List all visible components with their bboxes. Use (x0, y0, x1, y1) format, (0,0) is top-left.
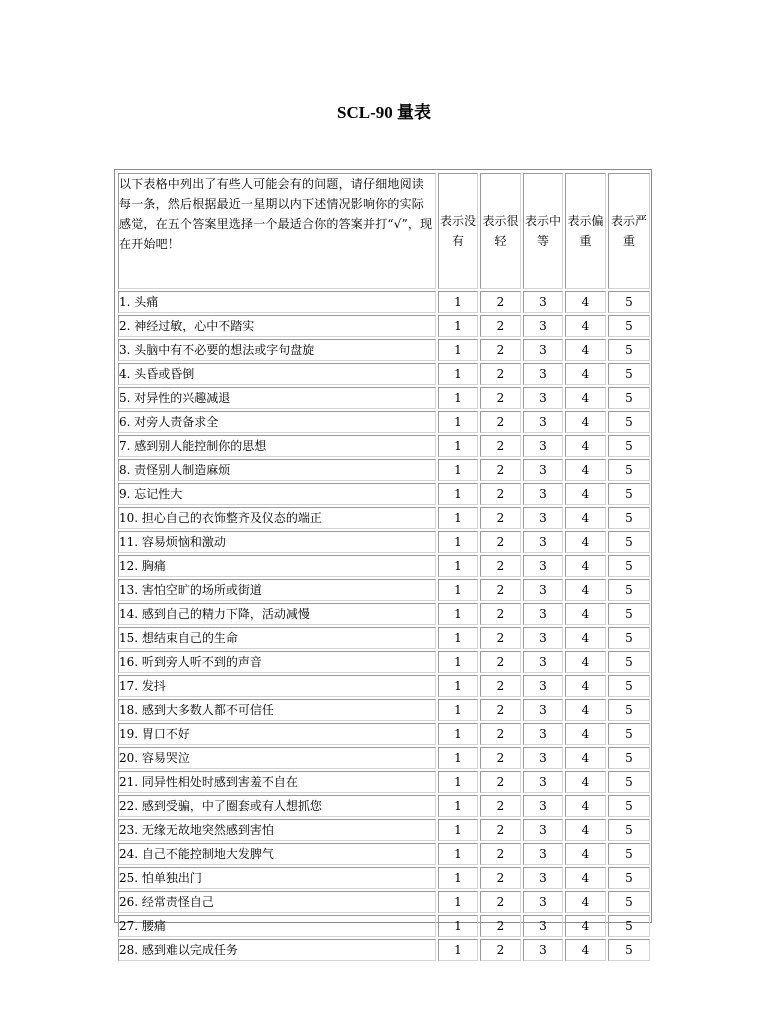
rating-option-1[interactable]: 1 (438, 747, 478, 769)
question-label: 18. 感到大多数人都不可信任 (118, 699, 436, 721)
rating-option-3[interactable]: 3 (523, 315, 563, 337)
question-row (118, 531, 650, 553)
question-row (118, 723, 650, 745)
rating-option-4[interactable]: 4 (565, 579, 606, 601)
rating-option-3[interactable]: 3 (523, 435, 563, 457)
rating-option-1[interactable]: 1 (438, 363, 478, 385)
question-row (118, 843, 650, 865)
column-header-moderate: 表示中等 (523, 173, 563, 289)
rating-option-5[interactable]: 5 (608, 507, 650, 529)
rating-option-4[interactable]: 4 (565, 603, 606, 625)
question-row (118, 315, 650, 337)
rating-option-5[interactable]: 5 (608, 291, 650, 313)
rating-option-4[interactable]: 4 (565, 315, 606, 337)
question-label: 9. 忘记性大 (118, 483, 436, 505)
rating-option-3[interactable]: 3 (523, 579, 563, 601)
question-row (118, 411, 650, 433)
rating-option-4[interactable]: 4 (565, 459, 606, 481)
rating-option-4[interactable]: 4 (565, 507, 606, 529)
question-label: 10. 担心自己的衣饰整齐及仪态的端正 (118, 507, 436, 529)
rating-option-5[interactable]: 5 (608, 939, 650, 961)
rating-option-5[interactable]: 5 (608, 339, 650, 361)
rating-option-3[interactable]: 3 (523, 627, 563, 649)
rating-option-4[interactable]: 4 (565, 291, 606, 313)
rating-option-3[interactable]: 3 (523, 939, 563, 961)
rating-option-3[interactable]: 3 (523, 387, 563, 409)
rating-option-4[interactable]: 4 (565, 939, 606, 961)
rating-option-1[interactable]: 1 (438, 507, 478, 529)
rating-option-1[interactable]: 1 (438, 771, 478, 793)
rating-option-1[interactable]: 1 (438, 459, 478, 481)
rating-option-1[interactable]: 1 (438, 411, 478, 433)
rating-option-5[interactable]: 5 (608, 891, 650, 913)
rating-option-3[interactable]: 3 (523, 723, 563, 745)
rating-option-4[interactable]: 4 (565, 435, 606, 457)
rating-option-5[interactable]: 5 (608, 723, 650, 745)
question-label: 11. 容易烦恼和激动 (118, 531, 436, 553)
rating-option-4[interactable]: 4 (565, 747, 606, 769)
rating-option-1[interactable]: 1 (438, 555, 478, 577)
rating-option-2[interactable]: 2 (480, 483, 521, 505)
rating-option-2[interactable]: 2 (480, 915, 521, 937)
rating-option-1[interactable]: 1 (438, 627, 478, 649)
question-label: 1. 头痛 (118, 291, 436, 313)
question-row (118, 891, 650, 913)
rating-option-3[interactable]: 3 (523, 507, 563, 529)
column-header-mild: 表示很轻 (480, 173, 521, 289)
question-label: 28. 感到难以完成任务 (118, 939, 436, 961)
rating-option-3[interactable]: 3 (523, 819, 563, 841)
question-label: 2. 神经过敏，心中不踏实 (118, 315, 436, 337)
rating-option-2[interactable]: 2 (480, 771, 521, 793)
rating-option-1[interactable]: 1 (438, 603, 478, 625)
rating-option-2[interactable]: 2 (480, 651, 521, 673)
rating-option-3[interactable]: 3 (523, 603, 563, 625)
rating-option-1[interactable]: 1 (438, 795, 478, 817)
rating-option-5[interactable]: 5 (608, 411, 650, 433)
rating-option-2[interactable]: 2 (480, 819, 521, 841)
rating-option-3[interactable]: 3 (523, 843, 563, 865)
rating-option-5[interactable]: 5 (608, 555, 650, 577)
question-row (118, 627, 650, 649)
rating-option-1[interactable]: 1 (438, 291, 478, 313)
rating-option-5[interactable]: 5 (608, 531, 650, 553)
question-label: 22. 感到受骗，中了圈套或有人想抓您 (118, 795, 436, 817)
question-row (118, 795, 650, 817)
question-label: 13. 害怕空旷的场所或街道 (118, 579, 436, 601)
question-row (118, 579, 650, 601)
question-row (118, 387, 650, 409)
rating-option-4[interactable]: 4 (565, 387, 606, 409)
rating-option-3[interactable]: 3 (523, 363, 563, 385)
rating-option-5[interactable]: 5 (608, 459, 650, 481)
question-label: 7. 感到别人能控制你的思想 (118, 435, 436, 457)
question-label: 12. 胸痛 (118, 555, 436, 577)
rating-option-1[interactable]: 1 (438, 315, 478, 337)
rating-option-3[interactable]: 3 (523, 747, 563, 769)
question-label: 19. 胃口不好 (118, 723, 436, 745)
page-title: SCL-90 量表 (337, 103, 431, 122)
question-label: 8. 责怪别人制造麻烦 (118, 459, 436, 481)
rating-option-1[interactable]: 1 (438, 723, 478, 745)
rating-option-4[interactable]: 4 (565, 339, 606, 361)
rating-option-2[interactable]: 2 (480, 795, 521, 817)
question-row (118, 699, 650, 721)
rating-option-2[interactable]: 2 (480, 699, 521, 721)
question-label: 6. 对旁人责备求全 (118, 411, 436, 433)
question-row (118, 915, 650, 937)
rating-option-4[interactable]: 4 (565, 723, 606, 745)
rating-option-4[interactable]: 4 (565, 555, 606, 577)
rating-option-4[interactable]: 4 (565, 771, 606, 793)
column-header-none: 表示没有 (438, 173, 478, 289)
rating-option-2[interactable]: 2 (480, 531, 521, 553)
rating-option-2[interactable]: 2 (480, 291, 521, 313)
column-header-fairly-severe: 表示偏重 (565, 173, 606, 289)
rating-option-1[interactable]: 1 (438, 675, 478, 697)
rating-option-1[interactable]: 1 (438, 819, 478, 841)
question-row (118, 507, 650, 529)
rating-option-3[interactable]: 3 (523, 483, 563, 505)
rating-option-4[interactable]: 4 (565, 531, 606, 553)
question-label: 5. 对异性的兴趣减退 (118, 387, 436, 409)
rating-option-3[interactable]: 3 (523, 651, 563, 673)
rating-option-4[interactable]: 4 (565, 675, 606, 697)
instructions-text: 以下表格中列出了有些人可能会有的问题，请仔细地阅读每一条，然后根据最近一星期以内下述情况影响你的实际感觉，在五个答案里选择一个最适合你的答案并打“√”，现在开始吧！ (118, 173, 436, 289)
rating-option-5[interactable]: 5 (608, 483, 650, 505)
question-label: 20. 容易哭泣 (118, 747, 436, 769)
column-header-severe: 表示严重 (608, 173, 650, 289)
question-row (118, 603, 650, 625)
question-label: 23. 无缘无故地突然感到害怕 (118, 819, 436, 841)
rating-option-5[interactable]: 5 (608, 699, 650, 721)
question-label: 15. 想结束自己的生命 (118, 627, 436, 649)
rating-option-2[interactable]: 2 (480, 675, 521, 697)
rating-option-2[interactable]: 2 (480, 555, 521, 577)
question-row (118, 819, 650, 841)
question-row (118, 483, 650, 505)
rating-option-2[interactable]: 2 (480, 339, 521, 361)
question-row (118, 555, 650, 577)
rating-option-5[interactable]: 5 (608, 795, 650, 817)
question-row (118, 291, 650, 313)
rating-option-3[interactable]: 3 (523, 915, 563, 937)
question-row (118, 339, 650, 361)
rating-option-5[interactable]: 5 (608, 867, 650, 889)
rating-option-3[interactable]: 3 (523, 339, 563, 361)
rating-option-5[interactable]: 5 (608, 627, 650, 649)
rating-option-1[interactable]: 1 (438, 579, 478, 601)
rating-option-5[interactable]: 5 (608, 819, 650, 841)
question-label: 4. 头昏或昏倒 (118, 363, 436, 385)
rating-option-5[interactable]: 5 (608, 675, 650, 697)
rating-option-3[interactable]: 3 (523, 795, 563, 817)
rating-option-1[interactable]: 1 (438, 891, 478, 913)
rating-option-3[interactable]: 3 (523, 699, 563, 721)
rating-option-5[interactable]: 5 (608, 771, 650, 793)
rating-option-1[interactable]: 1 (438, 339, 478, 361)
rating-option-4[interactable]: 4 (565, 795, 606, 817)
rating-option-1[interactable]: 1 (438, 531, 478, 553)
rating-option-2[interactable]: 2 (480, 507, 521, 529)
rating-option-3[interactable]: 3 (523, 891, 563, 913)
rating-option-2[interactable]: 2 (480, 723, 521, 745)
question-row (118, 651, 650, 673)
question-row (118, 675, 650, 697)
rating-option-1[interactable]: 1 (438, 939, 478, 961)
rating-option-4[interactable]: 4 (565, 891, 606, 913)
rating-option-4[interactable]: 4 (565, 867, 606, 889)
rating-option-3[interactable]: 3 (523, 411, 563, 433)
header-row (118, 173, 650, 289)
rating-option-4[interactable]: 4 (565, 627, 606, 649)
rating-option-4[interactable]: 4 (565, 843, 606, 865)
rating-option-5[interactable]: 5 (608, 435, 650, 457)
rating-option-2[interactable]: 2 (480, 843, 521, 865)
rating-option-1[interactable]: 1 (438, 699, 478, 721)
rating-option-4[interactable]: 4 (565, 651, 606, 673)
rating-option-2[interactable]: 2 (480, 867, 521, 889)
rating-option-2[interactable]: 2 (480, 411, 521, 433)
question-row (118, 435, 650, 457)
question-label: 14. 感到自己的精力下降，活动减慢 (118, 603, 436, 625)
question-row (118, 771, 650, 793)
question-label: 26. 经常责怪自己 (118, 891, 436, 913)
questionnaire-frame (114, 169, 652, 957)
rating-option-2[interactable]: 2 (480, 363, 521, 385)
rating-option-5[interactable]: 5 (608, 315, 650, 337)
rating-option-1[interactable]: 1 (438, 867, 478, 889)
rating-option-5[interactable]: 5 (608, 747, 650, 769)
rating-option-1[interactable]: 1 (438, 915, 478, 937)
rating-option-3[interactable]: 3 (523, 291, 563, 313)
questionnaire-table (116, 171, 652, 963)
question-label: 24. 自己不能控制地大发脾气 (118, 843, 436, 865)
rating-option-1[interactable]: 1 (438, 387, 478, 409)
rating-option-1[interactable]: 1 (438, 843, 478, 865)
rating-option-1[interactable]: 1 (438, 435, 478, 457)
rating-option-2[interactable]: 2 (480, 627, 521, 649)
rating-option-3[interactable]: 3 (523, 771, 563, 793)
rating-option-3[interactable]: 3 (523, 675, 563, 697)
question-label: 16. 听到旁人听不到的声音 (118, 651, 436, 673)
rating-option-4[interactable]: 4 (565, 363, 606, 385)
rating-option-4[interactable]: 4 (565, 411, 606, 433)
rating-option-5[interactable]: 5 (608, 651, 650, 673)
rating-option-3[interactable]: 3 (523, 555, 563, 577)
question-row (118, 459, 650, 481)
rating-option-3[interactable]: 3 (523, 867, 563, 889)
rating-option-2[interactable]: 2 (480, 891, 521, 913)
rating-option-2[interactable]: 2 (480, 459, 521, 481)
rating-option-3[interactable]: 3 (523, 459, 563, 481)
rating-option-5[interactable]: 5 (608, 387, 650, 409)
question-row (118, 747, 650, 769)
question-label: 21. 同异性相处时感到害羞不自在 (118, 771, 436, 793)
rating-option-1[interactable]: 1 (438, 483, 478, 505)
rating-option-5[interactable]: 5 (608, 363, 650, 385)
rating-option-2[interactable]: 2 (480, 603, 521, 625)
question-label: 27. 腰痛 (118, 915, 436, 937)
question-label: 17. 发抖 (118, 675, 436, 697)
rating-option-2[interactable]: 2 (480, 387, 521, 409)
question-label: 3. 头脑中有不必要的想法或字句盘旋 (118, 339, 436, 361)
rating-option-5[interactable]: 5 (608, 843, 650, 865)
question-row (118, 939, 650, 961)
rating-option-2[interactable]: 2 (480, 579, 521, 601)
rating-option-4[interactable]: 4 (565, 819, 606, 841)
question-row (118, 363, 650, 385)
rating-option-5[interactable]: 5 (608, 579, 650, 601)
question-row (118, 867, 650, 889)
question-label: 25. 怕单独出门 (118, 867, 436, 889)
rating-option-5[interactable]: 5 (608, 603, 650, 625)
rating-option-4[interactable]: 4 (565, 915, 606, 937)
rating-option-2[interactable]: 2 (480, 747, 521, 769)
rating-option-3[interactable]: 3 (523, 531, 563, 553)
rating-option-4[interactable]: 4 (565, 483, 606, 505)
rating-option-2[interactable]: 2 (480, 315, 521, 337)
rating-option-2[interactable]: 2 (480, 435, 521, 457)
rating-option-4[interactable]: 4 (565, 699, 606, 721)
rating-option-2[interactable]: 2 (480, 939, 521, 961)
rating-option-5[interactable]: 5 (608, 915, 650, 937)
rating-option-1[interactable]: 1 (438, 651, 478, 673)
